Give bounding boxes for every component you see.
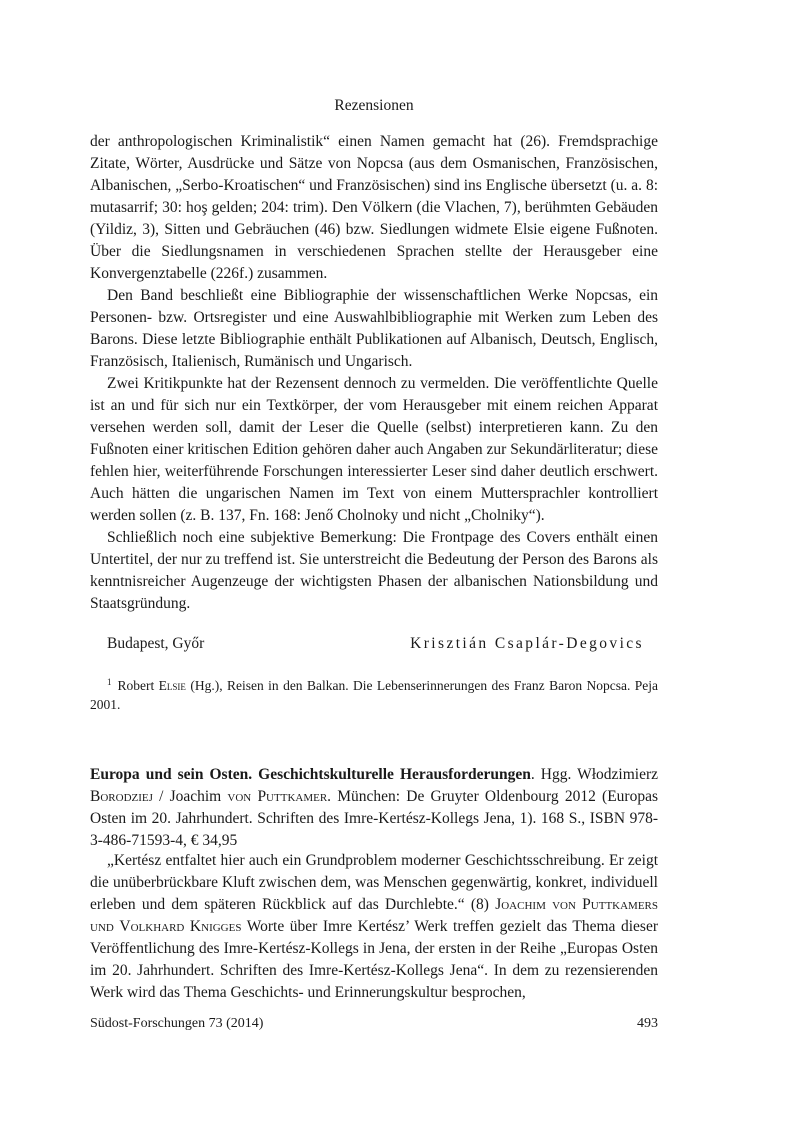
footnote-number: 1 — [107, 677, 112, 687]
footnote — [90, 673, 658, 714]
review-name-1: Joachim von Puttkamers — [495, 896, 659, 913]
footnote-author-last: Elsie — [158, 678, 186, 693]
footnote-author-first: Robert — [117, 678, 155, 693]
review-editors-prefix: . Hgg. Włodzimierz — [530, 766, 658, 783]
signature-author: Krisztián Csaplár-Degovics — [410, 635, 644, 652]
running-head: Rezensionen — [334, 97, 414, 114]
signature-line — [90, 633, 658, 655]
review-editor-separator: / Joachim — [152, 788, 228, 805]
review-editor-2: von Puttkamer — [227, 788, 328, 805]
page-footer — [90, 1016, 658, 1032]
review-and: und — [90, 918, 114, 935]
paragraph-3: Zwei Kritikpunkte hat der Rezensent dennoch zu vermelden. Die veröffentlichte Quelle ist an und für sich nur ein Textkörper, der vom Herausgeber mit einem reichen Apparat versehen werden soll, damit der Leser die Quelle (selbst) interpretieren kann. Zu den Fußnoten einer kritischen Edition gehören daher auch Angaben zur Sekundärliteratur; diese fehlen hier, weiterführende Forschungen interessierter Leser sind daher deutlich erschwert. Auch hätten die ungarischen Namen im Text von einem Muttersprachler kontrolliert werden sollen (z. B. 137, Fn. 168: Jenő Cholnoky und nicht „Cholniky“). — [90, 375, 658, 524]
paragraph-2: Den Band beschließt eine Bibliographie der wissenschaftlichen Werke Nopcsas, ein Personen- bzw. Ortsregister und eine Auswahlbibliographie mit Werken zum Leben des Barons. Diese letzte Bibliographie enthält Publikationen auf Albanisch, Deutsch, Englisch, Französisch, Italienisch, Rumänisch und Ungarisch. — [90, 287, 658, 370]
footer-page-number: 493 — [637, 1016, 658, 1031]
signature-place: Budapest, Győr — [107, 635, 205, 652]
review-quote: „Kertész entfaltet hier auch ein Grundproblem moderner Geschichtsschreibung. Er zeigt die unüberbrückbare Kluft zwischen dem, was Menschen gegenwärtig, konkret, individuell erleben und dem späteren Rückblick auf das Durchlebte.“ (8) — [90, 852, 658, 913]
review-publication: . München: De Gruyter Oldenbourg 2012 (Europas Osten im 20. Jahrhundert. Schriften des Imre-Kertész-Kollegs Jena, 1). 168 S., ISBN 978-3-486-71593-4, € 34,95 — [90, 788, 659, 849]
review-title: Europa und sein Osten. Geschichtskulturelle Herausforderungen — [90, 766, 531, 783]
paragraph-4: Schließlich noch eine subjektive Bemerkung: Die Frontpage des Covers enthält einen Untertitel, der nur zu treffend ist. Sie unterstreicht die Bedeutung der Person des Barons als kenntnisreicher Augenzeuge der wichtigsten Phasen der albanischen Nationsbildung und Staatsgründung. — [90, 529, 658, 612]
paragraph-1: der anthropologischen Kriminalistik“ einen Namen gemacht hat (26). Fremdsprachige Zitate, Wörter, Ausdrücke und Sätze von Nopcsa (aus dem Osmanischen, Französischen, Albanischen, „Serbo-Kroatischen“ und Französischen) sind ins Englische übersetzt (u. a. 8: mutasarrif; 30: hoş gelden; 204: trim). Den Völkern (die Vlachen, 7), berühmten Gebäuden (Yildiz, 3), Sitten und Gebräuchen (46) bzw. Siedlungen widmete Elsie eigene Fußnoten. Über die Siedlungsnamen in verschiedenen Sprachen stellte der Herausgeber eine Konvergenztabelle (226f.) zusammen. — [90, 133, 658, 282]
review-name-2: Volkhard Knigges — [119, 918, 242, 935]
review-header — [90, 764, 658, 852]
footer-journal: Südost-Forschungen 73 (2014) — [90, 1016, 264, 1031]
document-page — [90, 0, 658, 1129]
review-paragraph-1 — [90, 850, 658, 1004]
review-paragraph-rest: Worte über Imre Kertész’ Werk treffen gezielt das Thema dieser Veröffentlichung des Imre-Kertész-Kollegs in Jena, der ersten in der Reihe „Europas Osten im 20. Jahrhundert. Schriften des Imre-Kertész-Kollegs Jena“. In dem zu rezensierenden Werk wird das Thema Geschichts- und Erinnerungskultur besprochen, — [90, 918, 658, 1001]
review-continuation — [90, 131, 658, 714]
footnote-text: (Hg.), Reisen in den Balkan. Die Lebenserinnerungen des Franz Baron Nopcsa. Peja 2001. — [90, 678, 659, 712]
review-body — [90, 850, 658, 1004]
review-editor-1: Borodziej — [90, 788, 153, 805]
